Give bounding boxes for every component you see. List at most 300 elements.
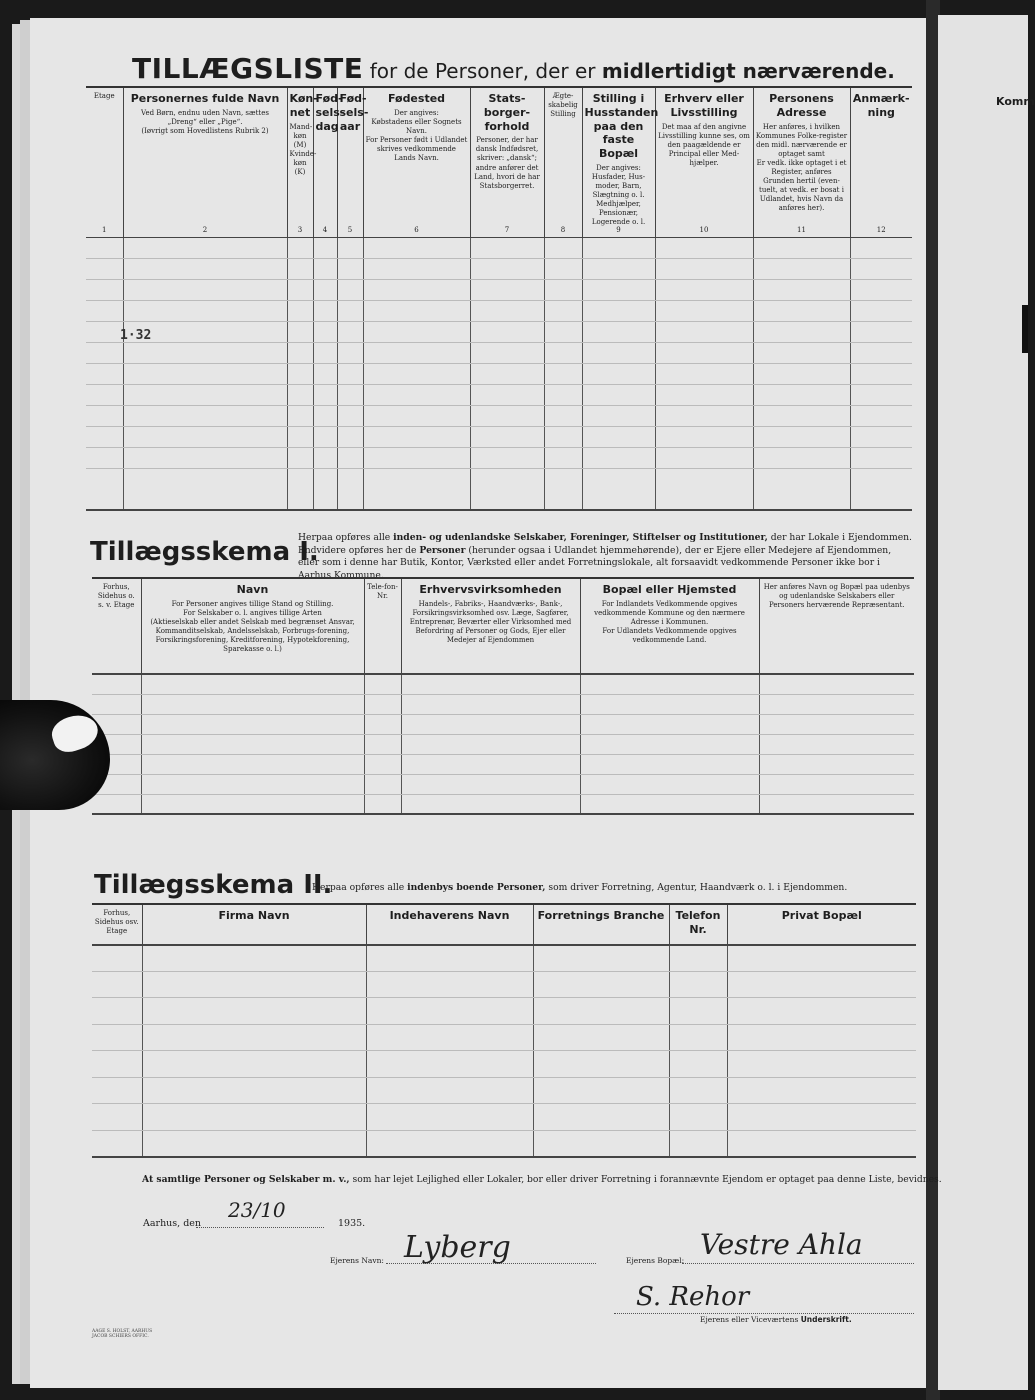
table-cell[interactable] [364,754,401,774]
table-cell[interactable] [580,774,759,794]
table-cell[interactable] [580,734,759,754]
table-cell[interactable] [337,468,363,510]
skema1-title: Tillægsskema I. [90,537,319,567]
table-cell[interactable] [753,447,850,468]
column-heading: Bopæl eller Hjemsted [602,583,737,596]
skema2-header-5 [669,904,727,945]
column-heading: Navn [236,583,269,596]
table-cell[interactable] [753,468,850,510]
list_table-header-5 [337,87,369,237]
table-cell[interactable] [363,363,470,384]
table-cell[interactable] [313,321,337,342]
table-cell[interactable] [580,754,759,774]
signature-field[interactable] [614,1313,914,1314]
table-cell[interactable] [123,384,287,405]
table-cell[interactable] [92,694,141,714]
table-cell[interactable] [86,237,123,258]
list_table-header-12 [850,87,912,237]
table-cell[interactable] [123,468,287,510]
table-cell[interactable] [582,447,655,468]
table-cell[interactable] [337,447,363,468]
table-cell[interactable] [470,279,544,300]
table-cell[interactable] [337,405,363,426]
table-cell[interactable] [86,342,123,363]
table-cell[interactable] [850,468,912,510]
column-number: 11 [797,225,806,234]
table-cell[interactable] [123,342,287,363]
table-cell[interactable] [313,237,337,258]
table-cell[interactable] [850,426,912,447]
column-heading: Forhus, Sidehus osv. Etage [94,909,139,936]
skema1-header-5 [580,578,759,674]
table-cell[interactable] [544,384,582,405]
table-cell[interactable] [470,405,544,426]
table-cell[interactable] [533,945,669,972]
table-cell[interactable] [401,694,580,714]
table-cell[interactable] [287,342,313,363]
table-cell[interactable] [582,258,655,279]
table-cell[interactable] [655,447,753,468]
table-cell[interactable] [366,945,533,972]
column-note: Her anføres Navn og Bopæl paa udenbys og udenlandske Selskabers eller Personers herværende Repræsentant. [763,583,910,610]
table-cell[interactable] [401,754,580,774]
table-cell[interactable] [753,258,850,279]
table-cell[interactable] [582,237,655,258]
column-number: 4 [322,225,328,234]
table-cell[interactable] [92,1051,142,1078]
table-cell[interactable] [544,468,582,510]
table-cell[interactable] [337,321,363,342]
column-note: Etage [93,92,115,100]
table-cell[interactable] [287,384,313,405]
column-heading: Indehaverens Navn [389,909,510,922]
table-row [86,426,912,447]
year-label: 1935. [338,1218,366,1229]
table-cell[interactable] [363,279,470,300]
table-cell[interactable] [92,674,141,694]
table-cell[interactable] [86,321,123,342]
list_table-header-1 [86,87,123,237]
table-cell[interactable] [92,1077,142,1104]
table-cell[interactable] [313,363,337,384]
table-cell[interactable] [142,1077,366,1104]
table-cell[interactable] [655,321,753,342]
table-cell[interactable] [753,237,850,258]
table-cell[interactable] [313,300,337,321]
table-cell[interactable] [92,971,142,998]
table-cell[interactable] [287,300,313,321]
table-cell[interactable] [86,363,123,384]
column-number: 12 [876,225,886,234]
table-cell[interactable] [544,342,582,363]
table-cell[interactable] [850,363,912,384]
table-cell[interactable] [363,300,470,321]
facing-page-fragment: Komm [996,95,1035,108]
table-cell[interactable] [544,321,582,342]
tillaegsliste-table [86,86,912,511]
table-cell[interactable] [727,1051,916,1078]
table-cell[interactable] [313,447,337,468]
table-cell[interactable] [669,998,727,1025]
table-cell[interactable] [363,321,470,342]
table-cell[interactable] [470,447,544,468]
table-cell[interactable] [337,363,363,384]
table-cell[interactable] [141,734,364,754]
table-cell[interactable] [655,237,753,258]
table-cell[interactable] [759,754,914,774]
table-cell[interactable] [850,300,912,321]
table-cell[interactable] [363,237,470,258]
table-cell[interactable] [669,1077,727,1104]
table-cell[interactable] [363,426,470,447]
table-cell[interactable] [337,258,363,279]
table-cell[interactable] [582,321,655,342]
table-cell[interactable] [401,714,580,734]
table-cell[interactable] [123,300,287,321]
table-cell[interactable] [142,945,366,972]
table-cell[interactable] [363,258,470,279]
table-cell[interactable] [123,279,287,300]
table-cell[interactable] [470,468,544,510]
table-cell[interactable] [337,279,363,300]
table-cell[interactable] [142,971,366,998]
column-note: Det maa af den angivne Livsstilling kunne ses, om den paagældende er Principal eller Med-hjælper. [658,122,750,167]
table-row [86,300,912,321]
table-cell[interactable] [364,674,401,694]
table-cell[interactable] [759,694,914,714]
table-cell[interactable] [364,694,401,714]
table-cell[interactable] [727,971,916,998]
table-cell[interactable] [141,794,364,814]
list_table-header-3 [287,87,318,237]
table-cell[interactable] [86,447,123,468]
table-cell[interactable] [580,694,759,714]
table-cell[interactable] [580,794,759,814]
table-cell[interactable] [313,384,337,405]
column-heading: Erhverv eller Livsstilling [664,92,744,119]
table-cell[interactable] [142,1130,366,1157]
table-row [92,945,916,972]
table-cell[interactable] [313,342,337,363]
table-cell[interactable] [753,405,850,426]
table-cell[interactable] [727,1024,916,1051]
table-cell[interactable] [366,998,533,1025]
table-cell[interactable] [470,342,544,363]
table-cell[interactable] [366,1077,533,1104]
table-cell[interactable] [470,363,544,384]
table-cell[interactable] [287,321,313,342]
table-cell[interactable] [655,363,753,384]
table-cell[interactable] [470,300,544,321]
table-cell[interactable] [544,237,582,258]
table-cell[interactable] [92,998,142,1025]
table-cell[interactable] [753,384,850,405]
table-cell[interactable] [669,971,727,998]
column-heading: Fød-sels-dag [315,92,345,133]
table-cell[interactable] [141,754,364,774]
table-cell[interactable] [141,674,364,694]
table-cell[interactable] [582,405,655,426]
table-cell[interactable] [470,237,544,258]
table-cell[interactable] [142,998,366,1025]
desc-bold: Personer [419,544,466,556]
table-cell[interactable] [401,794,580,814]
table-cell[interactable] [669,1024,727,1051]
skema2-header-3 [366,904,533,945]
table-cell[interactable] [287,363,313,384]
table-cell[interactable] [850,405,912,426]
table-cell[interactable] [287,447,313,468]
table-cell[interactable] [727,1104,916,1131]
table-cell[interactable] [287,405,313,426]
table-cell[interactable] [669,1104,727,1131]
table-cell[interactable] [727,1077,916,1104]
table-cell[interactable] [582,342,655,363]
table-cell[interactable] [533,998,669,1025]
table-cell[interactable] [313,279,337,300]
table-cell[interactable] [753,426,850,447]
column-note: Ved Børn, endnu uden Navn, sættes „Dreng“ eller „Pige“. [141,108,269,126]
column-note: Er vedk. ikke optaget i et Register, anføres Grunden hertil (even-tuelt, at vedk. er bosat i Udlandet, hvis Navn da anføres her). [756,158,847,213]
table-cell[interactable] [337,237,363,258]
table-cell[interactable] [669,1130,727,1157]
printer-imprint: AAGE S. HOLST, AARHUS JACOB SCHIERS OFFIC. [92,1329,153,1340]
list_table-header-9 [582,87,659,237]
table-cell[interactable] [727,998,916,1025]
table-cell[interactable] [401,674,580,694]
table-cell[interactable] [582,468,655,510]
table-cell[interactable] [366,1130,533,1157]
table-cell[interactable] [366,1051,533,1078]
date-field[interactable] [196,1227,324,1228]
table-cell[interactable] [92,1130,142,1157]
table-cell[interactable] [287,279,313,300]
table-cell[interactable] [470,426,544,447]
table-cell[interactable] [141,694,364,714]
table-cell[interactable] [86,258,123,279]
table-cell[interactable] [86,468,123,510]
table-cell[interactable] [86,426,123,447]
column-note: For Personer født i Udlandet skrives vedkommende Lands Navn. [365,136,468,163]
table-cell[interactable] [337,342,363,363]
title-main: TILLÆGSLISTE [132,52,364,85]
table-cell[interactable] [142,1051,366,1078]
table-cell[interactable] [364,714,401,734]
table-cell[interactable] [123,447,287,468]
table-cell[interactable] [544,300,582,321]
column-note: Personer, der har dansk Indfødsret, skriver: „dansk“; andre anfører det Land, hvori de har Statsborgerret. [474,136,540,190]
handwritten-signature: S. Rehor [636,1282,750,1312]
table-cell[interactable] [850,342,912,363]
table-cell[interactable] [655,258,753,279]
table-cell[interactable] [850,237,912,258]
skema1-header-3 [364,578,401,674]
table-cell[interactable] [544,405,582,426]
column-number: 6 [414,225,419,234]
table-cell[interactable] [141,774,364,794]
table-cell[interactable] [313,468,337,510]
table-cell[interactable] [655,426,753,447]
handwritten-owner-address: Vestre Ahla [700,1228,863,1261]
table-cell[interactable] [655,468,753,510]
table-row [92,754,914,774]
table-cell[interactable] [533,1104,669,1131]
table-cell[interactable] [92,1104,142,1131]
table-cell[interactable] [123,237,287,258]
table-cell[interactable] [123,405,287,426]
table-cell[interactable] [363,405,470,426]
table-cell[interactable] [753,321,850,342]
table-cell[interactable] [582,384,655,405]
table-cell[interactable] [544,426,582,447]
signature-label-text: Ejerens eller Viceværtens [700,1315,801,1324]
table-cell[interactable] [533,1024,669,1051]
table-cell[interactable] [363,384,470,405]
table-cell[interactable] [401,774,580,794]
table-cell[interactable] [582,300,655,321]
table-cell[interactable] [470,258,544,279]
table-cell[interactable] [363,447,470,468]
table-cell[interactable] [753,363,850,384]
table-row [92,674,914,694]
table-cell[interactable] [582,279,655,300]
table-cell[interactable] [759,794,914,814]
signature-label [700,1315,852,1324]
table-cell[interactable] [753,342,850,363]
table-row [86,342,912,363]
table-cell[interactable] [86,300,123,321]
table-row [86,279,912,300]
table-cell[interactable] [92,794,141,814]
table-cell[interactable] [669,1051,727,1078]
column-number: 3 [297,225,303,234]
table-cell[interactable] [142,1024,366,1051]
owner-address-label: Ejerens Bopæl: [626,1256,685,1265]
column-heading: Telefon Nr. [675,909,721,936]
table-cell[interactable] [533,1130,669,1157]
table-cell[interactable] [533,1077,669,1104]
table-cell[interactable] [337,426,363,447]
table-cell[interactable] [759,774,914,794]
table-cell[interactable] [753,300,850,321]
table-cell[interactable] [86,384,123,405]
table-cell[interactable] [363,342,470,363]
table-cell[interactable] [287,258,313,279]
table-cell[interactable] [86,405,123,426]
table-cell[interactable] [337,300,363,321]
table-row [86,468,912,510]
attestation-text [142,1174,942,1185]
table-cell[interactable] [123,258,287,279]
table-cell[interactable] [287,468,313,510]
list_table-header-11 [753,87,850,237]
table-cell[interactable] [364,734,401,754]
table-cell[interactable] [544,363,582,384]
table-cell[interactable] [544,279,582,300]
table-cell[interactable] [727,945,916,972]
table-cell[interactable] [850,384,912,405]
table-cell[interactable] [123,363,287,384]
table-cell[interactable] [850,279,912,300]
table-row [92,734,914,754]
table-cell[interactable] [533,971,669,998]
table-cell[interactable] [850,321,912,342]
table-cell[interactable] [363,468,470,510]
desc-bold: inden- og udenlandske Selskaber, Foreninger, Stiftelser og Institutioner, [393,532,768,543]
list_table-header-4 [313,87,345,237]
table-cell[interactable] [287,426,313,447]
table-row [92,998,916,1025]
table-cell[interactable] [655,342,753,363]
table-cell[interactable] [364,794,401,814]
table-cell[interactable] [287,237,313,258]
table-cell[interactable] [759,734,914,754]
column-note: Mand-køn (M) Kvinde-køn (K) [289,122,317,176]
table-cell[interactable] [850,447,912,468]
column-note: (Iøvrigt som Hovedlistens Rubrik 2) [141,126,269,135]
table-cell[interactable] [313,426,337,447]
table-cell[interactable] [655,405,753,426]
table-cell[interactable] [337,384,363,405]
column-heading: Stilling i Husstanden paa den faste Bopæl [584,92,659,160]
table-cell[interactable] [655,300,753,321]
column-heading: Køn-net [289,92,318,119]
table-cell[interactable] [753,279,850,300]
table-cell[interactable] [141,714,364,734]
table-cell[interactable] [580,674,759,694]
list_table-header-2 [123,87,287,237]
table-cell[interactable] [92,1024,142,1051]
table-cell[interactable] [582,426,655,447]
table-cell[interactable] [759,714,914,734]
owner-address-field[interactable] [682,1263,914,1264]
table-cell[interactable] [86,279,123,300]
table-cell[interactable] [544,258,582,279]
desc-text: Herpaa opføres alle [298,532,394,543]
table-cell[interactable] [470,321,544,342]
skema2-header-6 [727,904,916,945]
table-row [92,1130,916,1157]
table-cell[interactable] [313,405,337,426]
table-cell[interactable] [142,1104,366,1131]
table-cell[interactable] [366,1024,533,1051]
table-cell[interactable] [366,1104,533,1131]
table-row [86,405,912,426]
table-cell[interactable] [580,714,759,734]
table-cell[interactable] [470,384,544,405]
table-row [92,794,914,814]
stamp-mark: 1·32 [120,328,152,343]
table-cell[interactable] [364,774,401,794]
table-cell[interactable] [655,279,753,300]
table-cell[interactable] [313,258,337,279]
table-cell[interactable] [759,674,914,694]
table-cell[interactable] [533,1051,669,1078]
table-cell[interactable] [850,258,912,279]
table-cell[interactable] [366,971,533,998]
table-row [92,774,914,794]
table-cell[interactable] [727,1130,916,1157]
table-cell[interactable] [92,945,142,972]
table-cell[interactable] [123,426,287,447]
table-cell[interactable] [669,945,727,972]
table-cell[interactable] [582,363,655,384]
column-note: For Selskaber o. l. angives tillige Arten [183,608,322,617]
table-cell[interactable] [401,734,580,754]
column-note: For Udlandets Vedkommende opgives vedkommende Land. [602,627,737,645]
table-cell[interactable] [544,447,582,468]
table-cell[interactable] [655,384,753,405]
